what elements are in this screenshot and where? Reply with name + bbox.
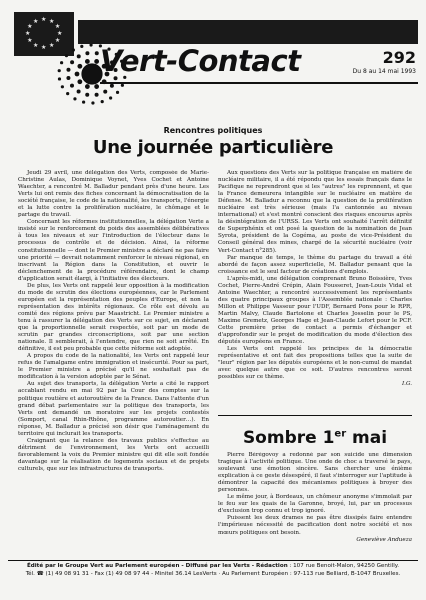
section-divider	[218, 415, 412, 416]
petal-dot	[94, 84, 99, 89]
petal-dot	[77, 64, 82, 69]
star-icon: ★	[27, 23, 33, 30]
petal-dot	[95, 51, 99, 55]
petal-dot	[85, 93, 89, 97]
petal-dot	[66, 68, 70, 72]
petal-dot	[85, 84, 90, 89]
footer-publisher: Édité par le Groupe Vert au Parlement européen - Diffusé par les Verts - Rédaction	[26, 563, 288, 569]
petal-dot	[109, 96, 112, 99]
paragraph: Craignant que la relance des travaux publics s'effectue au détriment de l'environnement, les Verts ont accueilli favorablement la voix du Premier ministre qui dit elle soit fondée davantage sur la réalisation de logements sociaux et de projets culturels, que sur les infrastructures de transports.	[18, 437, 209, 472]
paragraph: Pierre Bérégovoy a redonné par son suicide une dimension tragique à l'activité politique. Une onde de choc a traversé le pays, soulevant une émotion sincère. Sans chercher une énième explication à ce geste désespéré, il faut s'interroger sur l'aptitude à démontrer la capacité des mécanismes politiques à broyer des personnes.	[218, 452, 412, 494]
second-article-signature: Geneviève Andueza	[356, 536, 412, 543]
petal-dot	[72, 48, 75, 51]
petal-dot	[121, 84, 124, 87]
star-icon: ★	[54, 37, 61, 44]
paragraph: Au sujet des transports, la délégation Verte a cité le rapport accablant rendu en mai 92 par la Cour des comptes sur la politique routière et autoroutière de la France. Dans l'attente d'un grand débat parlementaire sur la politique des transports, les Verts ont demandé un moratoire sur les projets contestés (Somport, canal Rhin-Rhône, programme autoroutier…). En réponse, M. Balladur a précisé son désir que l'aménagement du territoire qui inclurait les transports.	[18, 381, 209, 437]
masthead	[8, 6, 420, 110]
footer-line-1	[8, 562, 418, 570]
star-icon: ★	[49, 17, 55, 25]
petal-dot	[70, 60, 74, 64]
petal-dot	[60, 61, 63, 64]
second-article-body	[218, 452, 412, 556]
petal-dot	[91, 101, 94, 104]
headline-text: Sombre 1	[242, 428, 335, 448]
petal-dot	[75, 72, 80, 77]
issue-dates: Du 8 au 14 mai 1993	[352, 68, 416, 75]
brand-title: Vert-Contact	[100, 44, 301, 78]
paragraph: Aux questions des Verts sur la politique française en matière de nucléaire militaire, il a été répondu que les essais français dans le Pacifique ne reprendront que si les "autres" les reprennent, et que la France demeurera intangible sur le nucléaire en matière de Défense. M. Balladur a reconnu que la question de la prolifération nucléaire est très sérieuse (mais l'a cantonnée au niveau international) et s'est montré conscient des risques encourus après la désintégration de l'URSS. Les Verts ont souhaité l'arrêt définitif de Superphénix et ont posé la question de la nomination de Jean Syrota, président de la Cogéma, au poste de vice-Président du Conseil général des mines, chargé de la sécurité nucléaire (voir Vert-Contact n°285).	[218, 170, 412, 254]
article-headline: Une journée particulière	[92, 137, 334, 158]
petal-dot	[66, 76, 70, 80]
headline-text-end: mai	[346, 428, 388, 448]
headline-superscript: er	[334, 428, 347, 440]
petal-dot	[110, 84, 114, 88]
paragraph: Concernant les réformes institutionnelles, la délégation Verte a insisté sur le renforcement du poids des assemblées délibératives à tous les niveaux et sur l'introduction de l'électeur dans le processus de contrôle et de décision. Ainsi, la réforme constitutionnelle — dont le Premier ministre a déclaré ne pas faire une priorité — devrait notamment renforcer le niveau régional, en inscrivant la Région dans la Constitution, et ouvrir le déclenchement de la procédure référendaire, dont le champ d'application serait élargi, à l'initiative des électeurs.	[18, 219, 209, 282]
petal-dot	[65, 54, 68, 57]
petal-dot	[58, 77, 61, 80]
petal-dot	[85, 59, 90, 64]
petal-dot	[85, 51, 89, 55]
masthead-rule	[100, 82, 418, 84]
paragraph: Le même jour, à Bordeaux, un chômeur anonyme s'immolait par le feu sur les quais de la Garonne, broyé, lui, par un processus d'exclusion trop connu et trop ignoré.	[218, 494, 412, 515]
article-kicker: Rencontres politiques	[163, 126, 263, 135]
paragraph: Jeudi 29 avril, une délégation des Verts, composée de Marie-Christine Aulas, Dominique Voynet, Yves Cochet et Antoine Waechter, a rencontré M. Balladur pendant près d'une heure. Les Verts lui ont remis des fiches concernant la démocratisation de la société française, le code de la nationalité, les transports, l'énergie et la lutte contre la prolifération nucléaire, le chômage et le partage du travail.	[18, 170, 209, 219]
paragraph: Par manque de temps, le thème du partage du travail a été abordé de façon assez superficielle, M. Balladur pensant que la croissance est le seul facteur de créations d'emplois.	[218, 254, 412, 275]
star-icon: ★	[33, 42, 39, 50]
petal-dot	[77, 90, 81, 94]
petal-dot	[66, 92, 69, 95]
star-icon: ★	[25, 30, 31, 37]
star-icon: ★	[41, 44, 47, 51]
star-icon: ★	[27, 37, 33, 44]
star-icon: ★	[33, 17, 39, 25]
footer-address: : 107 rue Benoit-Malon, 94250 Gentilly.	[287, 563, 400, 569]
petal-dot	[73, 97, 76, 100]
star-icon: ★	[49, 42, 55, 50]
title-bar	[78, 20, 418, 44]
paragraph: De plus, les Verts ont rappelé leur opposition à la modification du mode de scrutin des élections européennes, car le Parlement européen est la représentation des peuples d'Europe, et non la représentation des intérêts régionaux. Ce rôle est dévolu au comité des régions prévu par Maastricht. Le Premier ministre a tenu à rassurer la délégation des Verts sur ce sujet, en déclarant que la proportionnelle serait respectée, soit par un mode de scrutin par grandes circonscriptions, soit par une section nationale. Il semblerait, à l'entendre, que rien ne soit arrêté. En définitive, il est peu probable que cette réforme soit adoptée.	[18, 282, 209, 353]
petal-dot	[80, 45, 83, 48]
star-icon: ★	[41, 16, 47, 23]
article-signature: I.G.	[401, 381, 412, 388]
petal-dot	[82, 100, 85, 103]
petal-dot	[77, 79, 82, 84]
petal-dot	[70, 84, 74, 88]
star-icon: ★	[57, 30, 63, 37]
petal-dot	[116, 91, 119, 94]
paragraph: Puissent les deux drames ne pas être dissipés faire entendre l'impérieuse nécessité de pacification dont notre société et nos mœurs politiques ont besoin.	[218, 515, 412, 536]
footer	[8, 562, 418, 578]
paragraph: Les Verts ont rappelé les principes de la démocratie représentative et ont fait des propositions telles que la suite de "leur" région par les députés européens et le non-cumul de mandat avec quelque autre que ce soit. D'autres rencontres seront possibles sur ce thème.	[218, 346, 412, 381]
petal-dot	[94, 59, 99, 64]
petal-dot	[103, 90, 107, 94]
petal-dot	[95, 93, 99, 97]
paragraph: A propos du code de la nationalité, les Verts ont rappelé leur refus de l'amalgame entre immigration et insécurité. Pour sa part, le Premier ministre a précisé qu'il ne souhaitait pas de modification à la version adoptée par le Sénat.	[18, 353, 209, 381]
petal-dot	[61, 85, 64, 88]
issue-number: 292	[382, 48, 416, 67]
footer-line-2: Tél. ☎ (1) 49 08 91 31 - Fax (1) 49 08 97 44 - Minitel 36.14 LesVerts · Au Parlement Européen : 97-113 rue Belliard, B-1047 Bruxelles.	[25, 571, 401, 577]
article-right-column	[218, 170, 412, 404]
paragraph: L'après-midi, une délégation comprenant Bruno Boissière, Yves Cochet, Pierre-André Crépin, Alain Fousseret, Jean-Louis Vidal et Antoine Waechter, a rencontré successivement les représentants des quatre principaux groupes à l'Assemblée nationale : Charles Millon et Philippe Vasseur pour l'UDF, Bernard Pons pour le RPR, Martin Malvy, Claude Bartolone et Charles Josselin pour le PS, Maxime Gremetz, Georges Hage et Jean-Claude Lefort pour le PCF. Cette première prise de contact a permis d'échanger et d'approfondir sur le projet de modification du mode d'élection des députés européens en France.	[218, 275, 412, 346]
star-icon: ★	[54, 23, 61, 30]
footer-rule	[8, 560, 418, 561]
second-article-headline	[218, 428, 412, 448]
petal-dot	[77, 54, 81, 58]
petal-dot	[58, 69, 61, 72]
petal-dot	[101, 100, 104, 103]
article-left-column	[18, 170, 209, 558]
